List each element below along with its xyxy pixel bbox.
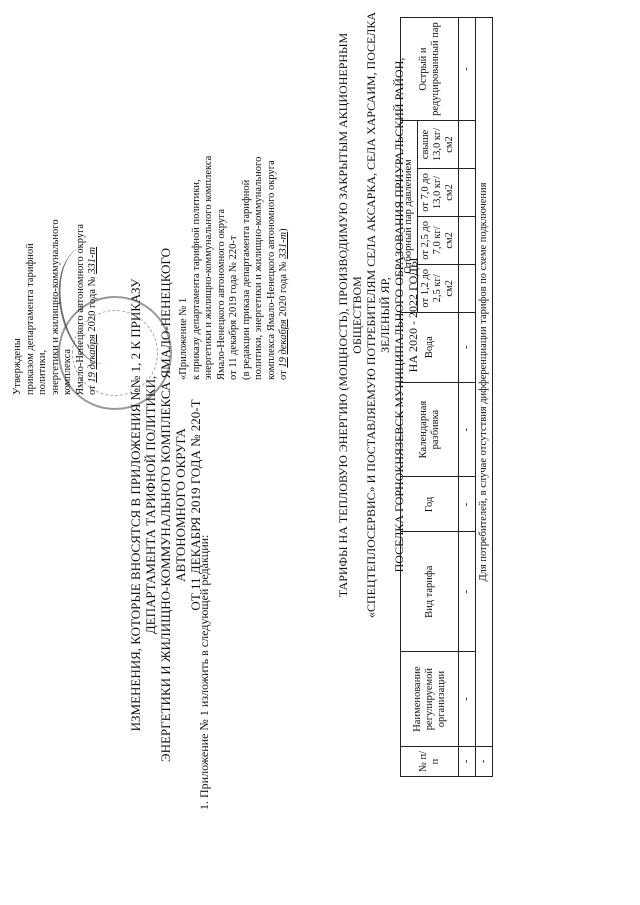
approval-date — [87, 205, 100, 395]
approval-line: Ямало-Ненецкого автономного округа — [74, 223, 86, 395]
appendix-date-close: ) — [278, 228, 289, 232]
table-cell — [459, 121, 476, 169]
item-1: 1. Приложение № 1 изложить в следующей редакции: — [197, 534, 211, 810]
col-header-pressure-2: от 2,5 до 7,0 кг/см2 — [418, 216, 459, 264]
appendix-date-prefix: от — [278, 367, 289, 380]
appendix-date-day: 19 — [278, 357, 289, 368]
col-header-calendar: Календарная разбивка — [401, 382, 459, 477]
table-cell: - — [459, 382, 476, 477]
appendix-line: «Приложение № 1 — [178, 297, 189, 380]
tariff-heading-line: «СПЕЦТЕПЛОСЕРВИС» И ПОСТАВЛЯЕМУЮ ПОТРЕБИТЕЛЯМ СЕЛА АКСАРКА, СЕЛА ХАРСАИМ, ПОСЕЛКА ЗЕЛЕНЫЙ ЯР, — [364, 12, 392, 618]
approval-date-month: декабря — [87, 334, 98, 370]
appendix-block — [178, 80, 291, 380]
col-header-year: Год — [401, 477, 459, 532]
tariff-table — [400, 17, 493, 777]
approval-line: энергетики и жилищно-коммунального комплекса — [49, 219, 73, 395]
title-line: ОТ 11 ДЕКАБРЯ 2019 ГОДА № 220-Т — [188, 399, 203, 611]
table-cell — [459, 168, 476, 216]
col-header-sharp-steam: Острый и редуцированный пар — [401, 18, 459, 121]
appendix-line: энергетики и жилищно-коммунального комплекса — [203, 155, 214, 380]
col-header-pressure-4: свыше 13,0 кг/см2 — [418, 121, 459, 169]
table-cell: - — [476, 747, 493, 777]
col-header-org: Наименование регулируемой организации — [401, 652, 459, 747]
table-cell — [459, 216, 476, 264]
tariff-heading-line: НА 2020 - 2022 ГОДЫ — [406, 257, 420, 373]
appendix-line: политики, энергетики и жилищно-коммунального — [253, 156, 264, 380]
table-cell — [459, 264, 476, 312]
appendix-line: Ямало-Ненецкого автономного округа — [215, 208, 227, 380]
col-header-steam-group: Отборный пар давлением — [401, 121, 418, 313]
appendix-date-number: 331-т — [278, 231, 289, 259]
approval-date-prefix: от — [87, 382, 98, 395]
table-cell: - — [459, 312, 476, 382]
approval-line: Утверждены — [12, 338, 23, 395]
tariff-heading-line: ПОСЕЛКА ГОРНОКНЯЗЕВСК МУНИЦИПАЛЬНОГО ОБРАЗОВАНИЯ ПРИУРАЛЬСКИЙ РАЙОН, — [392, 57, 406, 573]
table-cell: - — [459, 532, 476, 652]
approval-block — [12, 205, 100, 395]
appendix-line: от 11 декабря 2019 года № 220-т — [228, 235, 239, 380]
col-header-num: № п/п — [401, 747, 459, 777]
col-header-pressure-1: от 1,2 до 2,5 кг/см2 — [418, 264, 459, 312]
table-cell: - — [459, 477, 476, 532]
approval-date-year: 2020 года № — [87, 273, 98, 335]
approval-line: приказом департамента тарифной политики, — [24, 243, 48, 395]
table-cell: - — [459, 747, 476, 777]
title-line: ИЗМЕНЕНИЯ, КОТОРЫЕ ВНОСЯТСЯ В ПРИЛОЖЕНИЯ №№ 1, 2 К ПРИКАЗУ ДЕПАРТАМЕНТА ТАРИФНОЙ ПОЛИТИКИ, — [128, 278, 158, 732]
appendix-line: комплекса Ямало-Ненецкого автономного округа — [265, 160, 277, 380]
table-row — [459, 18, 476, 777]
approval-date-number: 331-т — [87, 246, 98, 274]
table-cell: - — [459, 18, 476, 121]
table-merged-cell: Для потребителей, в случае отсутствия дифференциации тарифов по схеме подключения — [476, 18, 493, 747]
col-header-water: Вода — [401, 312, 459, 382]
col-header-pressure-3: от 7,0 до 13,0 кг/см2 — [418, 168, 459, 216]
table-header-row — [401, 18, 418, 777]
appendix-date-year: 2020 года № — [278, 258, 289, 320]
appendix-line: (в редакции приказа департамента тарифной — [240, 179, 252, 380]
appendix-date-month: декабря — [278, 319, 289, 355]
col-header-kind: Вид тарифа — [401, 532, 459, 652]
tariff-heading-line: ТАРИФЫ НА ТЕПЛОВУЮ ЭНЕРГИЮ (МОЩНОСТЬ), ПРОИЗВОДИМУЮ ЗАКРЫТЫМ АКЦИОНЕРНЫМ ОБЩЕСТВОМ — [336, 32, 364, 598]
appendix-date — [278, 80, 291, 380]
table-cell: - — [459, 652, 476, 747]
title-line: ЭНЕРГЕТИКИ И ЖИЛИЩНО-КОММУНАЛЬНОГО КОМПЛЕКСА ЯМАЛО-НЕНЕЦКОГО АВТОНОМНОГО ОКРУГА — [158, 247, 188, 763]
appendix-line: к приказу департамента тарифной политики, — [190, 179, 202, 380]
approval-date-day: 19 — [87, 372, 98, 383]
table-row — [476, 18, 493, 777]
